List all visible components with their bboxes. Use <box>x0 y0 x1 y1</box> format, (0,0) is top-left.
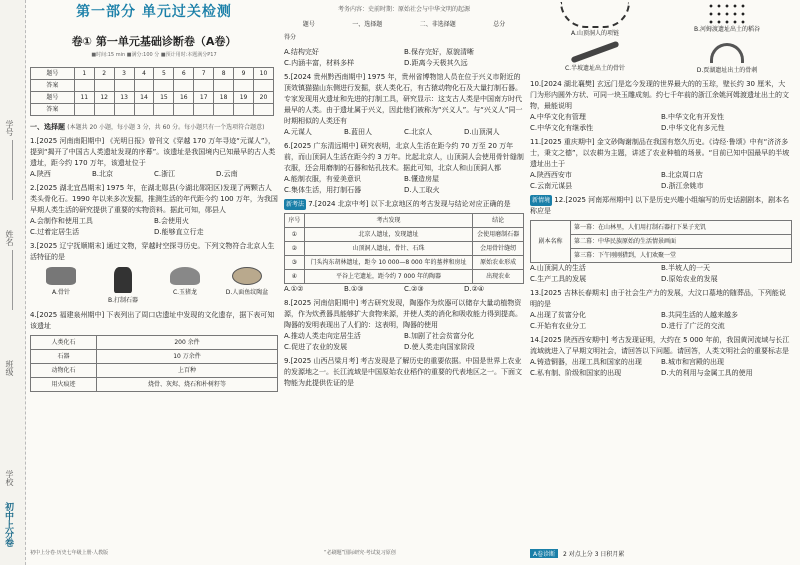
option[interactable]: C.北京人 <box>404 128 433 136</box>
option[interactable]: B.保存完好，原貌清晰 <box>404 48 475 56</box>
option[interactable]: D.使人类走向国家阶段 <box>404 343 475 351</box>
option[interactable]: C.集体生活，用打制石器 <box>284 186 362 194</box>
option[interactable]: A.出现了贫富分化 <box>530 311 586 319</box>
option[interactable]: D.人工取火 <box>404 186 440 194</box>
option[interactable]: D.进行了广泛的交流 <box>661 322 725 330</box>
question-6 <box>284 141 524 196</box>
question-8 <box>284 298 524 353</box>
option[interactable]: D.浙江余姚市 <box>661 182 704 190</box>
usage-footer <box>530 549 792 561</box>
question-7 <box>284 199 524 295</box>
option[interactable]: B.蓝田人 <box>344 128 373 136</box>
question-5 <box>284 72 524 138</box>
jade-dragon-image <box>170 267 200 285</box>
question-text: 12.[2025 河南郑州期中] 以下是历史兴趣小组编写的历史话剧剧本，剧本名称应是 <box>530 196 790 215</box>
spine-label-name: 姓名 <box>5 230 14 246</box>
grid-label: 答案 <box>31 80 75 92</box>
question-options <box>530 310 792 332</box>
column-header: 考务内容：史前时期：原始社会与中华文明的起源 <box>337 6 470 13</box>
question-2 <box>30 183 278 238</box>
relics-table: 人类化石 200 余件 石器 10 万余件 动物化石 上百种 用火痕迹 烧骨、灰烬、烧石和朴树籽等 <box>30 335 278 392</box>
question-14 <box>530 335 792 379</box>
option[interactable]: D.距离今天极其久远 <box>404 59 468 67</box>
option[interactable]: B.会使用火 <box>154 217 190 225</box>
artifact-option[interactable]: C.半坡遗址出土的骨针 <box>530 41 660 76</box>
option[interactable]: D.②④ <box>464 285 485 293</box>
question-options <box>30 216 278 238</box>
option[interactable]: C.内涵丰富，材料多样 <box>284 59 355 67</box>
option[interactable]: C.云南元谋县 <box>530 182 573 190</box>
bone-tool-image <box>710 43 744 63</box>
question-text: 9.[2025 山西吕梁月考] 考古发现是了解历史的重要依据。中国是世界上农业的发源地之一。长江流域是中国原始农业稻作的重要的代表地区之一。下面文物能为此提供佐证的是 <box>284 357 522 387</box>
question-text: 4.[2025 福建泉州期中] 下表列出了周口店遗址中发现的文化遗存，据下表可知该遗址 <box>30 311 275 330</box>
option[interactable]: A.推动人类走向定居生活 <box>284 332 361 340</box>
option[interactable]: C.浙江 <box>154 170 176 178</box>
option[interactable]: A.陕西 <box>30 170 51 178</box>
option[interactable]: B.懂造房屋 <box>404 175 440 183</box>
option[interactable]: C.开始有农业分工 <box>530 322 587 330</box>
option[interactable]: D.中华文化有多元性 <box>661 124 725 132</box>
option[interactable]: D.大的利用与金属工具的使用 <box>661 369 753 377</box>
footer-tag: A卷诊断 <box>530 549 558 558</box>
option[interactable]: B.中华文化有开发性 <box>661 113 725 121</box>
option[interactable]: A.①② <box>284 285 304 293</box>
question-4 <box>30 310 278 392</box>
score-label: 得分 <box>284 34 297 41</box>
option[interactable]: A.会制作和使用工具 <box>30 217 93 225</box>
question-text: 1.[2025 河南南阳期中] 《光明日报》曾刊文《穿越 170 万年寻迹“元谋人”》，提到“揭开了中国古人类遗址发现的序幕”。该遗址是我国境内已知最早的古人类遗址，距今约 170 万年，该遗址位于 <box>30 137 276 167</box>
question-text: 11.[2025 重庆期中] 金文砂陶谢制品在我国有悠久历史。《诗经·鲁颂》中有“济济多士，秉文之德”，以农耕为主题，讲述了农业种植的场景。“目前已知中国最早的半坡遗址出土于 <box>530 138 790 168</box>
option[interactable]: D.能够直立行走 <box>154 228 204 236</box>
question-options <box>530 263 792 285</box>
option[interactable]: D.原始农业的发展 <box>661 275 718 283</box>
bone-needle-image <box>570 41 619 64</box>
page-footer: “必刷题”国际研究·考试复习原创 <box>324 550 396 556</box>
question-text: 14.[2025 陕西西安期中] 考古发现证明，大约在 5 000 年前，我国黄河流域与长江流域就进入了早期文明社会，请回答以下问题。请回答，人类文明社会的重要标志是 <box>530 336 790 355</box>
option[interactable]: A.元谋人 <box>284 128 312 136</box>
option[interactable]: C.私有制、阶级和国家的出现 <box>530 369 622 377</box>
spine-label-class: 班级 <box>5 360 14 376</box>
question-text: 10.[2024 湖北襄樊] 玄远门是迄今发现的世界最大的的玉琮，壁长约 30 厘米，大门为形内圆外方状、可同一块玉雕成刻。约七千年前的浙江余姚河姆渡遗址出土的文物，最能说明 <box>530 80 789 110</box>
option[interactable]: C.生产工具的发展 <box>530 275 587 283</box>
option[interactable]: C.中华文化有继承性 <box>530 124 594 132</box>
footer-tag: 3 日积月累 <box>594 551 625 558</box>
question-options <box>30 169 278 180</box>
option[interactable]: B.北京周口店 <box>661 171 704 179</box>
spine-label-school: 学校 <box>5 470 14 486</box>
score-line: 题号 一、选择题 二、非选择题 总分 <box>302 21 506 28</box>
answer-grid: 题号 1 2 3 4 5 6 7 8 9 10 答案 题号 11 12 13 14 15 16 17 18 19 20 答案 <box>30 67 274 116</box>
grid-label: 答案 <box>31 104 75 116</box>
artifact-images <box>30 267 278 306</box>
findings-table: 序号 考古发现 结论 ① 北京人遗址，发现遗址 会使用磨制石器 ② 山顶洞人遗址，骨针、石珠 会用骨针缝纫 ③ 门头沟东胡林遗址，距今 10 000—8 000 年的墓葬和房址 原始农业形成 ④ 平谷上宅遗址，距今约 7 000 年的陶器 出现农业 <box>284 213 524 284</box>
new-context-badge: 新情境 <box>532 197 551 204</box>
q9-artifact-images <box>530 2 792 76</box>
exam-title: 卷① 第一单元基础诊断卷（A卷） <box>71 35 237 48</box>
option[interactable]: B.加剧了社会贫富分化 <box>404 332 475 340</box>
exam-meta: ■时间:15 min ■满分:100 分 ■预计用时:本题满分P17 <box>91 52 217 58</box>
question-11 <box>530 137 792 192</box>
pottery-basin-image <box>232 267 262 285</box>
question-options <box>284 284 524 295</box>
question-text: 3.[2025 辽宁抚顺期末] 通过文物，穿越时空探寻历史。下列文物符合北京人生活特征的是 <box>30 242 275 261</box>
new-method-badge: 新考法 <box>286 201 305 208</box>
artifact-option[interactable]: B.河姆渡遗址出土的稻谷 <box>662 2 792 39</box>
question-options <box>284 174 524 196</box>
question-text: 5.[2024 贵州黔西南期中] 1975 年，贵州省博物馆人员在位于兴义市附近的顶效镇猫猫山东侧进行发掘，获人类化石，有古猿动物化石及大量打制石器。专家发现用火遗址和先进的打制工具，研究显示：这支古人类是中国南方时代最早的人类。由于遗址属于兴义，因此他们被称为“兴义人”。与“兴义人”同一时期相似的人类还有 <box>284 73 523 125</box>
page-footer: 初中上分卷·历史七年级上册·人教版 <box>30 550 109 556</box>
grid-label: 题号 <box>31 68 75 80</box>
question-options <box>284 127 524 138</box>
artifact-option[interactable]: D.贾湖遗址出土的骨刺 <box>662 41 792 76</box>
spine-label-id: 学号 <box>5 120 14 136</box>
option[interactable]: A.结构完好 <box>284 48 319 56</box>
section-title: 一、选择题 <box>30 123 65 131</box>
bone-needle-image <box>46 267 76 285</box>
option[interactable]: B.半坡人的一天 <box>661 264 711 272</box>
option[interactable]: B.城市和宫殿的出现 <box>661 358 725 366</box>
section-banner: 第一部分 单元过关检测 <box>76 4 232 20</box>
rice-grains-image <box>707 2 747 24</box>
option[interactable]: A.陕西西安市 <box>530 171 572 179</box>
artifact-option[interactable]: D.人面鱼纹陶盆 <box>218 267 276 306</box>
question-10 <box>530 79 792 134</box>
footer-tag: 2 对点上分 <box>563 551 593 558</box>
option[interactable]: D.山顶洞人 <box>464 128 500 136</box>
artifact-option[interactable]: B.打制石器 <box>94 267 152 306</box>
option[interactable]: B.①③ <box>344 285 364 293</box>
question-options <box>530 170 792 192</box>
q4-options <box>284 47 524 69</box>
question-text: 6.[2025 广东清远期中] 研究表明，北京人生活在距今约 70 万至 20 万年前，而山顶洞人生活在距今约 3 万年。比起北京人，山顶洞人会使用骨针缝制衣服，还会用磨制的石器和钻孔技术。据此可知，北京人和山顶洞人都 <box>284 142 524 172</box>
spine-line <box>12 250 13 310</box>
question-options <box>284 331 524 353</box>
left-column <box>30 0 278 565</box>
question-text: 7.[2024 北京中考] 以下北京地区的考古发现与结论对应正确的是 <box>308 200 511 208</box>
section-note: (本题共 20 小题，每小题 3 分，共 60 分。每小题只有一个选项符合题意) <box>67 124 265 131</box>
option[interactable]: D.云南 <box>216 170 238 178</box>
option[interactable]: C.②③ <box>404 285 424 293</box>
section-header <box>30 122 278 133</box>
artifact-option[interactable]: A.山顶洞人的项链 <box>530 2 660 39</box>
question-text: 13.[2025 吉林长春期末] 由于社会生产力的发展，大汶口墓地的随葬品，下列能说明的是 <box>530 289 786 308</box>
option[interactable]: A.山顶洞人的生活 <box>530 264 586 272</box>
binding-spine <box>0 0 26 565</box>
question-options <box>530 112 792 134</box>
spine-line <box>12 140 13 200</box>
necklace-image <box>560 2 630 28</box>
option[interactable]: B.北京 <box>92 170 114 178</box>
question-13 <box>530 288 792 332</box>
option[interactable]: A.铸造铜器，出现工具和国家的出现 <box>530 358 642 366</box>
question-12 <box>530 195 792 285</box>
drama-table: 剧本名称 第一幕：在山林里，人们用打制石器打下果子充饥 第二幕：中华民族原始的生活情景画面 第三幕：下午刚刚猎到，人们欢聚一堂 <box>530 220 792 263</box>
right-column <box>530 0 792 565</box>
option[interactable]: A.能制衣服，有爱美意识 <box>284 175 361 183</box>
middle-column <box>284 0 524 565</box>
option[interactable]: C.促进了农业的发展 <box>284 343 348 351</box>
question-3 <box>30 241 278 306</box>
question-text: 8.[2025 河南信阳期中] 考古研究发现，陶器作为炊器可以储存大量动植物资源，作为炊煮器具能够扩大食物来源，并使人类的消化和吸收能力得到提高。陶器的发明表现出了人们的：这表明，陶器的使用 <box>284 299 522 329</box>
option[interactable]: A.中华文化有管理 <box>530 113 586 121</box>
artifact-option[interactable]: A.骨针 <box>32 267 90 306</box>
spine-brand: 初中上分卷 <box>3 502 13 547</box>
question-text: 2.[2025 湖北宜昌期末] 1975 年，在湖北郧县(今湖北郧阳区)发现了两颗古人类头骨化石。1990 年以来多次发掘，推测生活的年代距今约 100 万年，为我国早期人类生活的研究提供了重要的实物资料。据此可知，郧县人 <box>30 184 278 214</box>
option[interactable]: C.过着定居生活 <box>30 228 80 236</box>
question-options <box>530 357 792 379</box>
question-1 <box>30 136 278 180</box>
stone-tool-image <box>114 267 132 293</box>
option[interactable]: B.共同生活的人越来越多 <box>661 311 739 319</box>
artifact-option[interactable]: C.玉猪龙 <box>156 267 214 306</box>
question-9 <box>284 356 524 389</box>
grid-label: 题号 <box>31 92 75 104</box>
